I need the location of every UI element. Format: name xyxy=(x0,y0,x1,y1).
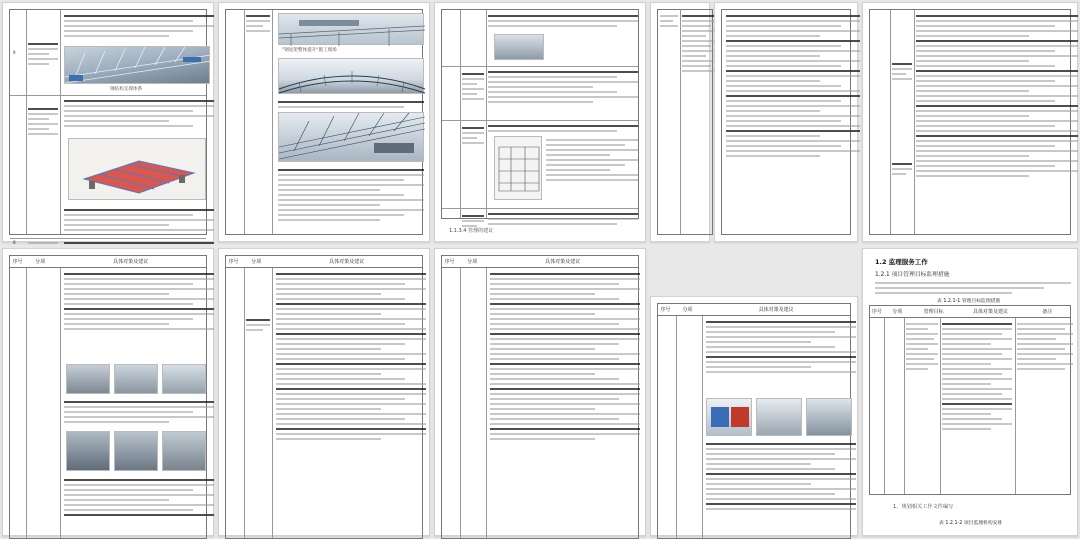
photo-column xyxy=(162,431,206,471)
row-text xyxy=(64,206,214,233)
page-thumbnail-10[interactable] xyxy=(862,248,1078,536)
row-text xyxy=(488,122,638,134)
row-text xyxy=(64,12,214,39)
row-label xyxy=(246,12,270,34)
table-header: 序号 分项 具体对策及建议 xyxy=(442,256,638,268)
page-thumbnail-2[interactable] xyxy=(218,2,430,242)
table-title: 表 1.2.1-2 项目监理机构安排 xyxy=(939,521,1003,526)
page-table xyxy=(657,303,851,539)
photo-weld xyxy=(66,364,110,394)
row-text xyxy=(490,270,640,442)
page-table xyxy=(225,255,423,539)
row-label xyxy=(892,60,912,82)
table-title: 表 1.2.1-1 管理目标监理措施 xyxy=(937,299,1001,304)
photo-joint-diagram xyxy=(494,136,542,200)
page-thumbnail-4-fragment[interactable] xyxy=(650,2,710,242)
photo-site xyxy=(494,34,544,60)
photo-caption: 钢结构支撑体系 xyxy=(110,87,143,92)
row-label xyxy=(892,160,912,177)
page-table xyxy=(657,9,713,235)
photo-scaffold-3d xyxy=(68,138,206,200)
row-text xyxy=(488,210,638,227)
row-text xyxy=(488,68,638,105)
page-table xyxy=(441,255,639,539)
row-label xyxy=(246,316,270,333)
bottom-heading: 1、规划相关工作文件编写 xyxy=(893,504,954,510)
row-text xyxy=(278,166,424,223)
section-caption: 1.1.3.4 管理的建议 xyxy=(449,228,494,234)
page-thumbnail-4[interactable] xyxy=(714,2,858,242)
photo-roof-panel xyxy=(756,398,802,436)
page-table xyxy=(721,9,851,235)
row-number: 8 xyxy=(13,240,16,245)
cell-text xyxy=(1017,320,1073,372)
section-heading: 1.2 监理服务工作 xyxy=(875,258,928,266)
section-subheading: 1.2.1 项目管理目标监理措施 xyxy=(875,272,950,278)
row-label xyxy=(660,12,678,29)
body-text xyxy=(875,279,1071,296)
row-text xyxy=(488,12,638,29)
row-label xyxy=(462,124,484,146)
photo-weld xyxy=(114,364,158,394)
page-table xyxy=(869,9,1071,235)
photo-caption: "钢屋架整体提升"施工现场 xyxy=(282,48,337,53)
page-table xyxy=(9,9,207,245)
page-thumbnail-1[interactable] xyxy=(2,2,214,245)
photo-roof-panel xyxy=(806,398,852,436)
row-text xyxy=(64,398,214,425)
row-text xyxy=(278,98,424,110)
page-thumbnail-9[interactable] xyxy=(650,296,858,536)
photo-roof-truss xyxy=(278,58,424,94)
page-thumbnail-5[interactable] xyxy=(862,2,1078,242)
cell-text xyxy=(906,320,938,372)
row-label xyxy=(28,239,58,246)
page-table xyxy=(441,9,639,219)
page-table xyxy=(225,9,423,235)
page-thumbnail-3[interactable] xyxy=(434,2,646,242)
row-text xyxy=(706,440,856,512)
photo-roof-lift xyxy=(278,13,424,45)
table-header: 序号 分项 具体对策及建议 xyxy=(226,256,422,268)
row-label xyxy=(28,40,58,67)
row-label xyxy=(28,105,58,137)
photo-weld xyxy=(162,364,206,394)
photo-roof-panel xyxy=(706,398,752,436)
page-table xyxy=(869,305,1071,495)
row-label xyxy=(462,70,484,102)
row-text xyxy=(64,97,214,129)
page-thumbnail-8[interactable] xyxy=(434,248,646,536)
row-text xyxy=(682,12,716,74)
photo-space-frame xyxy=(278,112,424,162)
row-number: 9 xyxy=(13,50,16,55)
photo-steel-structure xyxy=(64,46,210,84)
row-text xyxy=(546,136,638,183)
row-text xyxy=(726,12,860,159)
photo-column xyxy=(66,431,110,471)
row-text xyxy=(916,12,1078,179)
page-thumbnail-6[interactable] xyxy=(2,248,214,536)
photo-column xyxy=(114,431,158,471)
row-text xyxy=(276,270,426,442)
cell-text xyxy=(942,320,1012,432)
row-text xyxy=(64,239,214,246)
page-table xyxy=(9,255,207,539)
row-text xyxy=(64,476,214,518)
table-header: 序号 分项 管理目标 具体对策及建议 备注 xyxy=(870,306,1070,318)
row-text xyxy=(64,270,214,332)
page-thumbnail-7[interactable] xyxy=(218,248,430,536)
row-text xyxy=(706,318,856,375)
table-header: 序号 分项 具体对策及建议 xyxy=(10,256,206,268)
table-header: 序号 分项 具体对策及建议 xyxy=(658,304,850,316)
